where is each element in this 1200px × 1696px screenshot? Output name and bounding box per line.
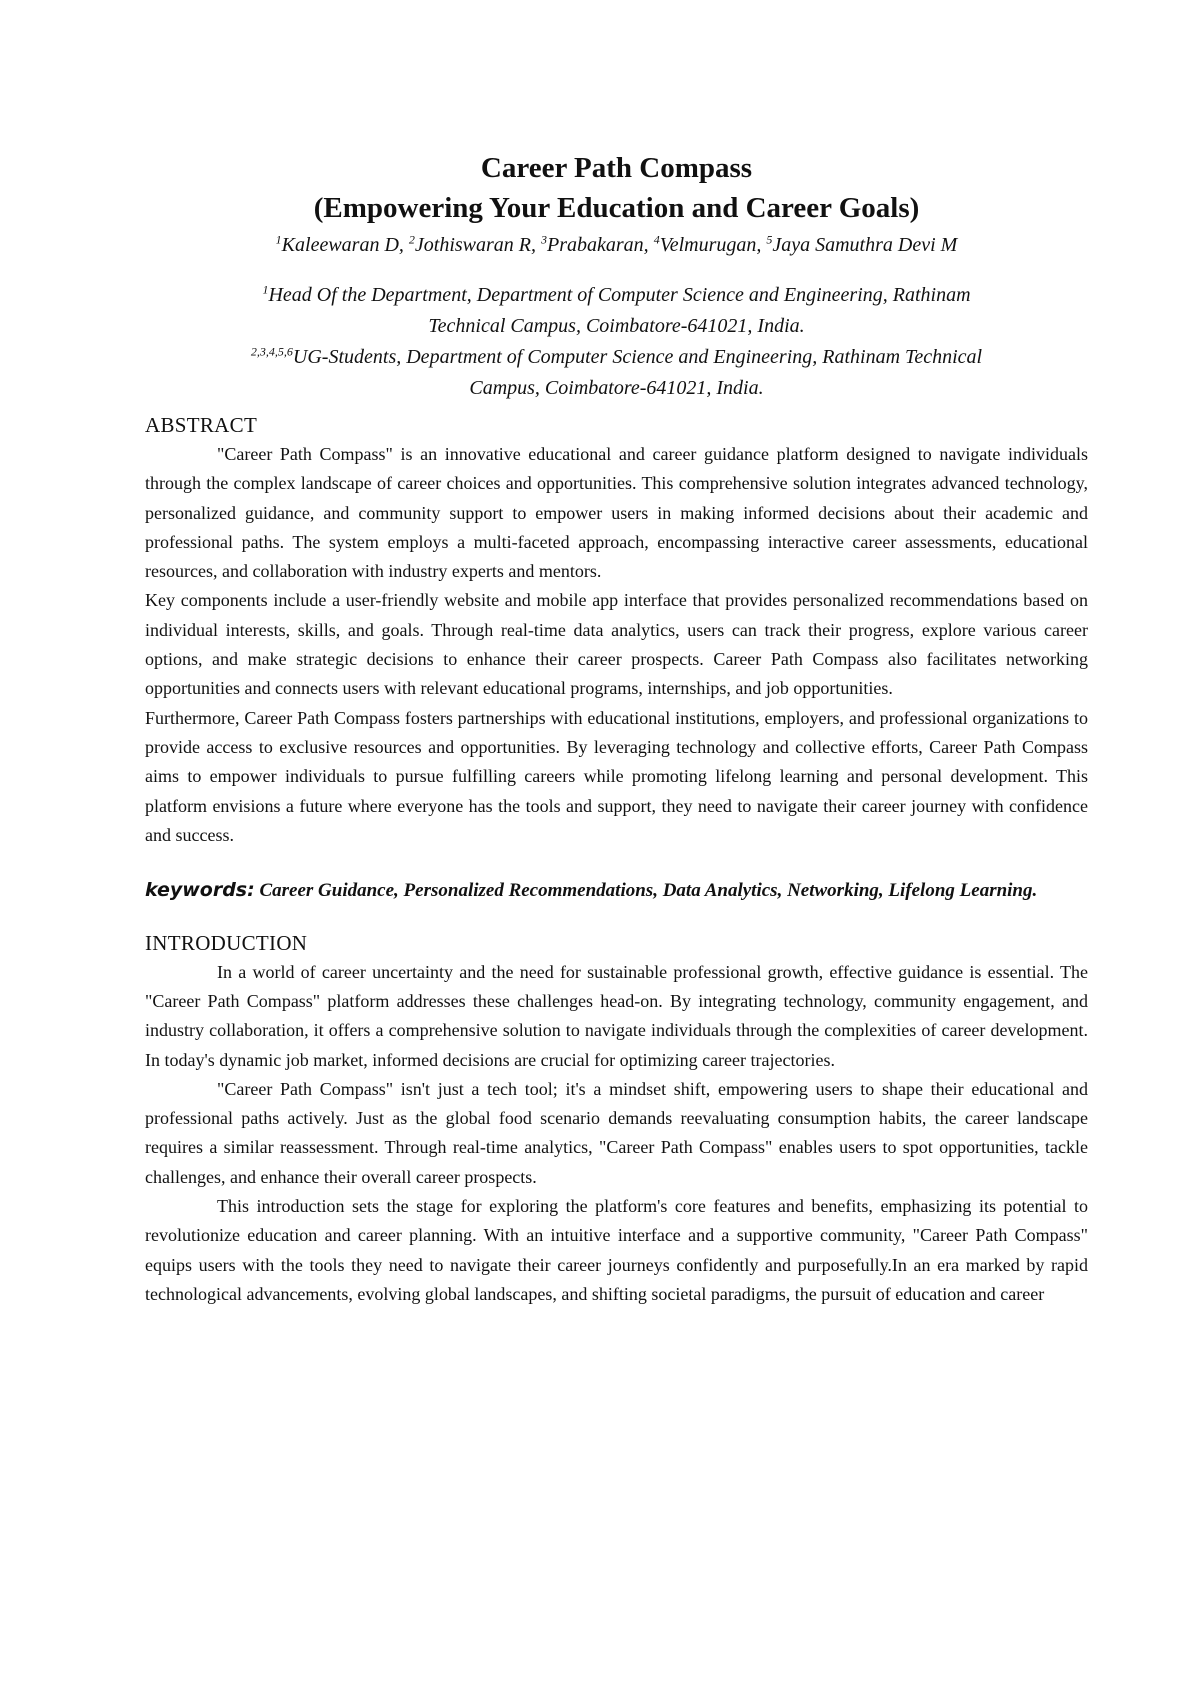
author-1-name: Kaleewaran D, (281, 234, 409, 256)
affiliation-1 (145, 280, 1088, 342)
author-3-index: 3 (541, 232, 548, 247)
abstract-heading: ABSTRACT (145, 413, 258, 437)
author-list (145, 230, 1088, 260)
author-2-index: 2 (408, 232, 415, 247)
paper-title (145, 148, 1088, 228)
affiliation-2-line-2: Campus, Coimbatore-641021, India. (469, 377, 764, 399)
affiliation-2-line-1: UG-Students, Department of Computer Science and Engineering, Rathinam Technical (292, 346, 983, 368)
introduction-paragraph-3: This introduction sets the stage for exploring the platform's core features and benefits, emphasizing its potential to revolutionize education and career planning. With an intuitive interface and a supportive community, "Career Path Compass" equips users with the tools they need to navigate their career journeys confidently and purposefully.In an era marked by rapid technological advancements, evolving global landscapes, and shifting societal paradigms, the pursuit of education and career (145, 1196, 1088, 1304)
affiliation-1-line-2: Technical Campus, Coimbatore-641021, India. (428, 315, 805, 337)
keywords (145, 876, 1088, 906)
abstract-paragraph-1: "Career Path Compass" is an innovative educational and career guidance platform designed to navigate individuals through the complex landscape of career choices and opportunities. This comprehensive solution integrates advanced technology, personalized guidance, and community support to empower users in making informed decisions about their academic and professional paths. The system employs a multi-faceted approach, encompassing interactive career assessments, educational resources, and collaboration with industry experts and mentors. (145, 444, 1088, 582)
affiliation-2-index: 2,3,4,5,6 (250, 344, 293, 359)
keywords-text: Career Guidance, Personalized Recommendations, Data Analytics, Networking, Lifelong Learning. (254, 880, 1038, 902)
abstract-paragraph-3: Furthermore, Career Path Compass fosters partnerships with educational institutions, employers, and professional organizations to provide access to exclusive resources and opportunities. By leveraging technology and collective efforts, Career Path Compass aims to empower individuals to pursue fulfilling careers while promoting lifelong learning and personal development. This platform envisions a future where everyone has the tools and support, they need to navigate their career journey with confidence and success. (145, 707, 1088, 845)
author-3-name: Prabakaran, (547, 234, 654, 256)
author-1-index: 1 (275, 232, 282, 247)
introduction-paragraph-2: "Career Path Compass" isn't just a tech tool; it's a mindset shift, empowering users to shape their educational and professional paths actively. Just as the global food scenario demands reevaluating consumption habits, the career landscape requires a similar reassessment. Through real-time analytics, "Career Path Compass" enables users to spot opportunities, tackle challenges, and enhance their overall career prospects. (145, 1078, 1088, 1187)
affiliation-2 (145, 342, 1088, 404)
affiliation-1-index: 1 (262, 282, 269, 297)
author-5-name: Jaya Samuthra Devi M (772, 234, 958, 256)
title-line-1: Career Path Compass (480, 152, 753, 184)
introduction-paragraph-1: In a world of career uncertainty and the need for sustainable professional growth, effective guidance is essential. The "Career Path Compass" platform addresses these challenges head-on. By integrating technology, community engagement, and industry collaboration, it offers a comprehensive solution to navigate individuals through the complexities of career development. In today's dynamic job market, informed decisions are crucial for optimizing career trajectories. (145, 961, 1088, 1070)
keywords-label: keywords: (145, 879, 255, 902)
author-2-name: Jothiswaran R, (414, 234, 542, 256)
affiliations (145, 280, 1088, 404)
abstract-paragraph-2: Key components include a user-friendly website and mobile app interface that provides personalized recommendations based on individual interests, skills, and goals. Through real-time data analytics, users can track their progress, explore various career options, and make strategic decisions to enhance their career prospects. Career Path Compass also facilitates networking opportunities and connects users with relevant educational programs, internships, and job opportunities. (145, 590, 1088, 699)
affiliation-1-line-1: Head Of the Department, Department of Computer Science and Engineering, Rathinam (268, 284, 971, 306)
introduction-heading: INTRODUCTION (145, 930, 308, 955)
author-5-index: 5 (766, 232, 773, 247)
author-4-index: 4 (653, 232, 660, 247)
title-line-2: (Empowering Your Education and Career Goals) (313, 192, 920, 224)
author-4-name: Velmurugan, (659, 234, 767, 256)
